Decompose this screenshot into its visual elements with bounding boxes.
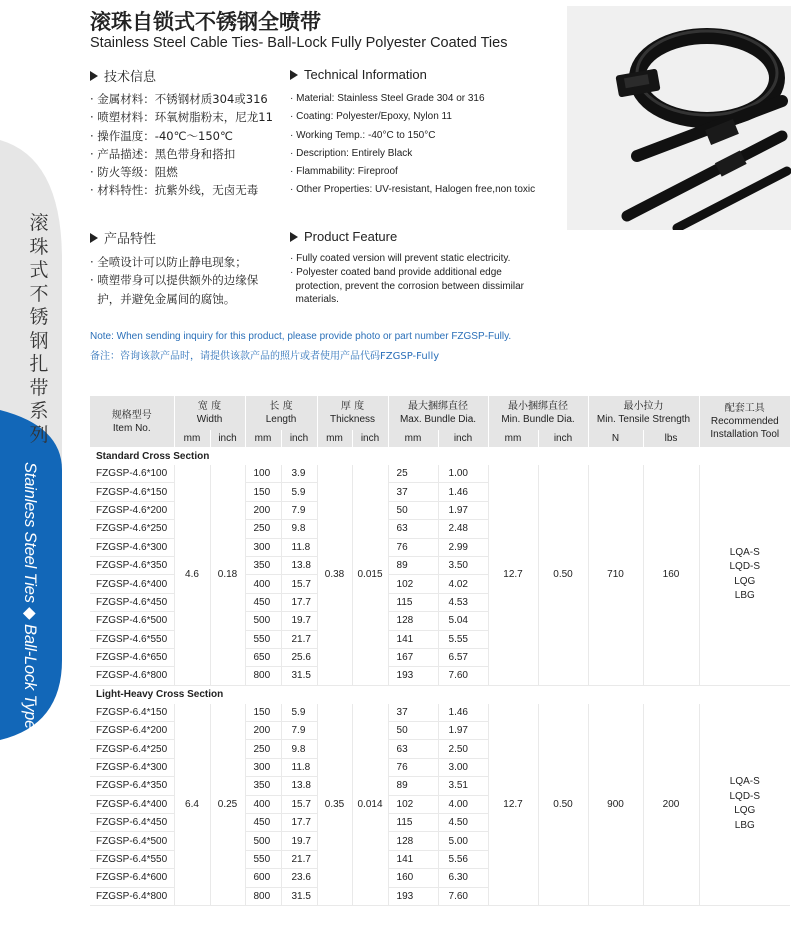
length-inch-cell: 17.7 (281, 814, 317, 832)
triangle-bullet-icon (290, 232, 298, 242)
header-label-en: Width (196, 414, 223, 425)
tool-name: LQD-S (729, 561, 761, 573)
length-inch-cell: 5.9 (281, 483, 317, 501)
max-bundle-mm-cell: 128 (388, 832, 438, 850)
section-title-row (90, 447, 790, 465)
max-bundle-mm-cell: 89 (388, 777, 438, 795)
length-inch-cell: 7.9 (281, 501, 317, 519)
list-item: · 防火等级：阻燃 (90, 165, 178, 180)
list-item: · 操作温度：-40℃～150℃ (90, 128, 233, 143)
tech-info-heading-cn (90, 66, 156, 85)
max-bundle-mm-cell: 115 (388, 814, 438, 832)
header-label-cn: 规格型号 (111, 409, 152, 421)
max-bundle-mm-cell: 102 (388, 575, 438, 593)
feature-list-en (290, 252, 560, 307)
item-number-cell: FZGSP-6.4*350 (90, 777, 174, 795)
max-bundle-inch-cell: 7.60 (438, 887, 488, 905)
list-item: · Material: Stainless Steel Grade 304 or 316 (290, 93, 485, 104)
width-inch-cell: 0.18 (210, 465, 245, 685)
header-label-en: Length (265, 414, 297, 425)
table-row (90, 465, 790, 483)
length-inch-cell: 19.7 (281, 612, 317, 630)
length-mm-cell: 500 (245, 832, 281, 850)
header-label-en: Thickness (330, 414, 376, 425)
list-item: · Flammability: Fireproof (290, 166, 398, 178)
max-bundle-mm-cell: 25 (388, 465, 438, 483)
tool-name: LQG (734, 805, 756, 817)
max-bundle-mm-cell: 37 (388, 704, 438, 722)
length-inch-cell: 23.6 (281, 869, 317, 887)
tool-cell (699, 465, 790, 685)
length-mm-cell: 100 (245, 465, 281, 483)
section-title-row (90, 685, 790, 704)
header-item-no (90, 396, 174, 447)
tensile-lbs-cell: 160 (643, 465, 699, 685)
item-number-cell: FZGSP-4.6*350 (90, 556, 174, 574)
section-title: Standard Cross Section (96, 450, 210, 462)
item-number-cell: FZGSP-6.4*500 (90, 832, 174, 850)
inquiry-note-cn: 备注：咨询该款产品时，请提供该款产品的照片或者使用产品代码FZGSP-Fully (90, 351, 440, 362)
max-bundle-inch-cell: 1.00 (438, 465, 488, 483)
feature-heading-cn-label: 产品特性 (104, 232, 157, 247)
length-mm-cell: 450 (245, 814, 281, 832)
page-title-cn: 滚珠自锁式不锈钢全喷带 (90, 10, 321, 34)
header-tool (699, 396, 790, 447)
max-bundle-inch-cell: 6.30 (438, 869, 488, 887)
max-bundle-mm-cell: 167 (388, 648, 438, 666)
length-mm-cell: 350 (245, 556, 281, 574)
max-bundle-mm-cell: 76 (388, 538, 438, 556)
tool-name: LBG (734, 590, 755, 602)
max-bundle-inch-cell: 6.57 (438, 648, 488, 666)
list-item: · 喷塑材料：环氧树脂粉末，尼龙11 (90, 110, 273, 125)
max-bundle-mm-cell: 102 (388, 795, 438, 813)
header-label-en: Item No. (112, 422, 151, 434)
width-inch-cell: 0.25 (210, 704, 245, 906)
unit-inch: inch (352, 430, 388, 447)
header-thickness (317, 396, 388, 430)
item-number-cell: FZGSP-6.4*300 (90, 758, 174, 776)
max-bundle-inch-cell: 5.56 (438, 850, 488, 868)
inquiry-note-en: Note: When sending inquiry for this product, please provide photo or part number FZGSP-Fully. (90, 331, 512, 342)
header-label-cn: 配套工具 (724, 403, 765, 414)
length-mm-cell: 350 (245, 777, 281, 795)
header-max-bundle (388, 396, 488, 430)
max-bundle-inch-cell: 5.00 (438, 832, 488, 850)
max-bundle-mm-cell: 63 (388, 740, 438, 758)
length-mm-cell: 300 (245, 538, 281, 556)
item-number-cell: FZGSP-6.4*200 (90, 722, 174, 740)
header-tensile (588, 396, 699, 430)
header-label-cn: 最小拉力 (623, 401, 664, 412)
list-item: · Other Properties: UV-resistant, Halogen free,non toxic (290, 184, 536, 196)
length-inch-cell: 9.8 (281, 520, 317, 538)
min-bundle-inch-cell: 0.50 (538, 704, 588, 906)
header-label-en: Installation Tool (710, 429, 780, 440)
list-item: · Working Temp.: -40°C to 150°C (290, 129, 436, 141)
length-inch-cell: 11.8 (281, 538, 317, 556)
header-label-en: Min. Tensile Strength (596, 414, 691, 425)
cable-tie-illustration (567, 6, 791, 230)
max-bundle-inch-cell: 4.00 (438, 795, 488, 813)
header-label-cn: 最小捆绑直径 (508, 401, 569, 412)
table-unit-row (90, 430, 790, 447)
tool-name: LQG (734, 575, 756, 587)
list-item: · 喷塑带身可以提供额外的边缘保 (90, 273, 259, 288)
header-label-cn: 厚 度 (340, 401, 365, 412)
min-bundle-mm-cell: 12.7 (488, 704, 538, 906)
max-bundle-mm-cell: 50 (388, 722, 438, 740)
item-number-cell: FZGSP-4.6*150 (90, 483, 174, 501)
length-inch-cell: 13.8 (281, 777, 317, 795)
length-inch-cell: 31.5 (281, 887, 317, 905)
length-mm-cell: 650 (245, 648, 281, 666)
item-number-cell: FZGSP-6.4*450 (90, 814, 174, 832)
list-item: protection, prevent the corrosion between dissimilar (290, 280, 525, 292)
product-photo (567, 6, 791, 230)
max-bundle-inch-cell: 3.51 (438, 777, 488, 795)
list-item: · 全喷设计可以防止静电现象； (90, 255, 247, 269)
width-mm-cell: 4.6 (174, 465, 210, 685)
list-item: · 金属材料：不锈钢材质304或316 (90, 92, 268, 106)
triangle-bullet-icon (290, 70, 298, 80)
length-mm-cell: 250 (245, 520, 281, 538)
min-bundle-mm-cell: 12.7 (488, 465, 538, 685)
max-bundle-mm-cell: 50 (388, 501, 438, 519)
feature-list-cn (90, 253, 258, 308)
list-item: materials. (290, 294, 339, 306)
length-mm-cell: 150 (245, 483, 281, 501)
item-number-cell: FZGSP-6.4*600 (90, 869, 174, 887)
tech-info-list-en (290, 90, 535, 200)
item-number-cell: FZGSP-4.6*550 (90, 630, 174, 648)
length-mm-cell: 300 (245, 758, 281, 776)
length-inch-cell: 15.7 (281, 795, 317, 813)
length-mm-cell: 200 (245, 722, 281, 740)
length-mm-cell: 200 (245, 501, 281, 519)
feature-heading-cn (90, 228, 156, 247)
item-number-cell: FZGSP-4.6*500 (90, 612, 174, 630)
list-item: · Description: Entirely Black (290, 147, 413, 159)
length-inch-cell: 15.7 (281, 575, 317, 593)
unit-mm: mm (174, 430, 210, 447)
item-number-cell: FZGSP-4.6*250 (90, 520, 174, 538)
length-mm-cell: 800 (245, 667, 281, 685)
max-bundle-mm-cell: 128 (388, 612, 438, 630)
max-bundle-mm-cell: 89 (388, 556, 438, 574)
length-mm-cell: 500 (245, 612, 281, 630)
unit-inch: inch (438, 430, 488, 447)
item-number-cell: FZGSP-6.4*250 (90, 740, 174, 758)
list-item: · Polyester coated band provide additional edge (290, 266, 502, 278)
header-label-cn: 长 度 (269, 401, 293, 412)
max-bundle-mm-cell: 141 (388, 630, 438, 648)
tech-info-heading-en (290, 67, 427, 82)
tool-name: LBG (734, 819, 755, 831)
length-inch-cell: 13.8 (281, 556, 317, 574)
max-bundle-mm-cell: 141 (388, 850, 438, 868)
unit-mm: mm (388, 430, 438, 447)
item-number-cell: FZGSP-4.6*400 (90, 575, 174, 593)
table-header-row (90, 396, 790, 430)
header-length (245, 396, 317, 430)
max-bundle-inch-cell: 2.48 (438, 520, 488, 538)
item-number-cell: FZGSP-4.6*650 (90, 648, 174, 666)
length-inch-cell: 21.7 (281, 630, 317, 648)
side-tab-cn-label: 滚 珠 式 不 锈 钢 扎 带 系 列 (29, 212, 49, 446)
length-inch-cell: 9.8 (281, 740, 317, 758)
unit-inch: inch (281, 430, 317, 447)
list-item: 护，并避免金属间的腐蚀。 (90, 291, 236, 306)
list-item: · Coating: Polyester/Epoxy, Nylon 11 (290, 111, 452, 123)
feature-heading-en (290, 229, 397, 244)
max-bundle-inch-cell: 2.99 (438, 538, 488, 556)
item-number-cell: FZGSP-6.4*550 (90, 850, 174, 868)
length-inch-cell: 17.7 (281, 593, 317, 611)
max-bundle-inch-cell: 5.04 (438, 612, 488, 630)
length-mm-cell: 450 (245, 593, 281, 611)
max-bundle-mm-cell: 193 (388, 887, 438, 905)
thickness-mm-cell: 0.35 (317, 704, 352, 906)
length-mm-cell: 800 (245, 887, 281, 905)
thickness-inch-cell: 0.015 (352, 465, 388, 685)
list-item: · 产品描述：黑色带身和搭扣 (90, 146, 236, 161)
length-inch-cell: 21.7 (281, 850, 317, 868)
tensile-n-cell: 710 (588, 465, 643, 685)
length-mm-cell: 150 (245, 704, 281, 722)
header-label-cn: 宽 度 (197, 401, 222, 412)
max-bundle-inch-cell: 1.46 (438, 483, 488, 501)
page-title-en: Stainless Steel Cable Ties- Ball-Lock Fully Polyester Coated Ties (90, 35, 508, 51)
item-number-cell: FZGSP-4.6*100 (90, 465, 174, 483)
header-label-en: Max. Bundle Dia. (399, 414, 477, 425)
tool-name: LQA-S (729, 546, 760, 558)
item-number-cell: FZGSP-4.6*800 (90, 667, 174, 685)
header-label-en: Min. Bundle Dia. (501, 414, 575, 425)
spec-table (90, 396, 790, 906)
length-mm-cell: 600 (245, 869, 281, 887)
list-item: · 材料特性：抗紫外线，无卤无毒 (90, 183, 259, 198)
triangle-bullet-icon (90, 233, 98, 243)
tensile-n-cell: 900 (588, 704, 643, 906)
length-inch-cell: 11.8 (281, 758, 317, 776)
tech-info-heading-en-label: Technical Information (304, 67, 427, 82)
max-bundle-inch-cell: 5.55 (438, 630, 488, 648)
max-bundle-inch-cell: 2.50 (438, 740, 488, 758)
length-mm-cell: 550 (245, 630, 281, 648)
unit-mm: mm (488, 430, 538, 447)
max-bundle-inch-cell: 4.53 (438, 593, 488, 611)
list-item: · Fully coated version will prevent static electricity. (290, 253, 511, 264)
max-bundle-inch-cell: 4.02 (438, 575, 488, 593)
item-number-cell: FZGSP-6.4*800 (90, 887, 174, 905)
length-inch-cell: 19.7 (281, 832, 317, 850)
spec-table-body (90, 447, 790, 905)
length-inch-cell: 7.9 (281, 722, 317, 740)
unit-lbs: lbs (643, 430, 699, 447)
min-bundle-inch-cell: 0.50 (538, 465, 588, 685)
length-inch-cell: 3.9 (281, 465, 317, 483)
item-number-cell: FZGSP-6.4*150 (90, 704, 174, 722)
max-bundle-inch-cell: 1.46 (438, 704, 488, 722)
max-bundle-inch-cell: 1.97 (438, 501, 488, 519)
max-bundle-mm-cell: 76 (388, 758, 438, 776)
header-min-bundle (488, 396, 588, 430)
max-bundle-inch-cell: 3.50 (438, 556, 488, 574)
unit-inch: inch (210, 430, 245, 447)
tech-info-list-cn (90, 90, 273, 200)
max-bundle-inch-cell: 4.50 (438, 814, 488, 832)
thickness-mm-cell: 0.38 (317, 465, 352, 685)
side-tab-en-label: Stainless Steel Ties ◆ Ball-Lock Type (21, 462, 39, 730)
width-mm-cell: 6.4 (174, 704, 210, 906)
length-inch-cell: 31.5 (281, 667, 317, 685)
length-mm-cell: 400 (245, 575, 281, 593)
unit-mm: mm (317, 430, 352, 447)
header-label-en: Recommended (710, 416, 779, 427)
max-bundle-inch-cell: 1.97 (438, 722, 488, 740)
header-label-cn: 最大捆绑直径 (408, 401, 469, 412)
thickness-inch-cell: 0.014 (352, 704, 388, 906)
length-mm-cell: 550 (245, 850, 281, 868)
max-bundle-mm-cell: 115 (388, 593, 438, 611)
unit-inch: inch (538, 430, 588, 447)
length-mm-cell: 250 (245, 740, 281, 758)
length-inch-cell: 25.6 (281, 648, 317, 666)
max-bundle-inch-cell: 7.60 (438, 667, 488, 685)
header-width (174, 396, 245, 430)
feature-heading-en-label: Product Feature (304, 229, 398, 244)
table-row (90, 704, 790, 722)
unit-mm: mm (245, 430, 281, 447)
tensile-lbs-cell: 200 (643, 704, 699, 906)
max-bundle-inch-cell: 3.00 (438, 758, 488, 776)
length-mm-cell: 400 (245, 795, 281, 813)
tool-cell (699, 704, 790, 906)
tool-name: LQA-S (729, 776, 760, 788)
max-bundle-mm-cell: 160 (388, 869, 438, 887)
item-number-cell: FZGSP-6.4*400 (90, 795, 174, 813)
item-number-cell: FZGSP-4.6*450 (90, 593, 174, 611)
tech-info-heading-cn-label: 技术信息 (104, 70, 157, 85)
tool-name: LQD-S (729, 790, 761, 802)
length-inch-cell: 5.9 (281, 704, 317, 722)
item-number-cell: FZGSP-4.6*300 (90, 538, 174, 556)
section-title: Light-Heavy Cross Section (96, 689, 224, 701)
triangle-bullet-icon (90, 71, 98, 81)
max-bundle-mm-cell: 193 (388, 667, 438, 685)
item-number-cell: FZGSP-4.6*200 (90, 501, 174, 519)
max-bundle-mm-cell: 63 (388, 520, 438, 538)
unit-n: N (588, 430, 643, 447)
max-bundle-mm-cell: 37 (388, 483, 438, 501)
